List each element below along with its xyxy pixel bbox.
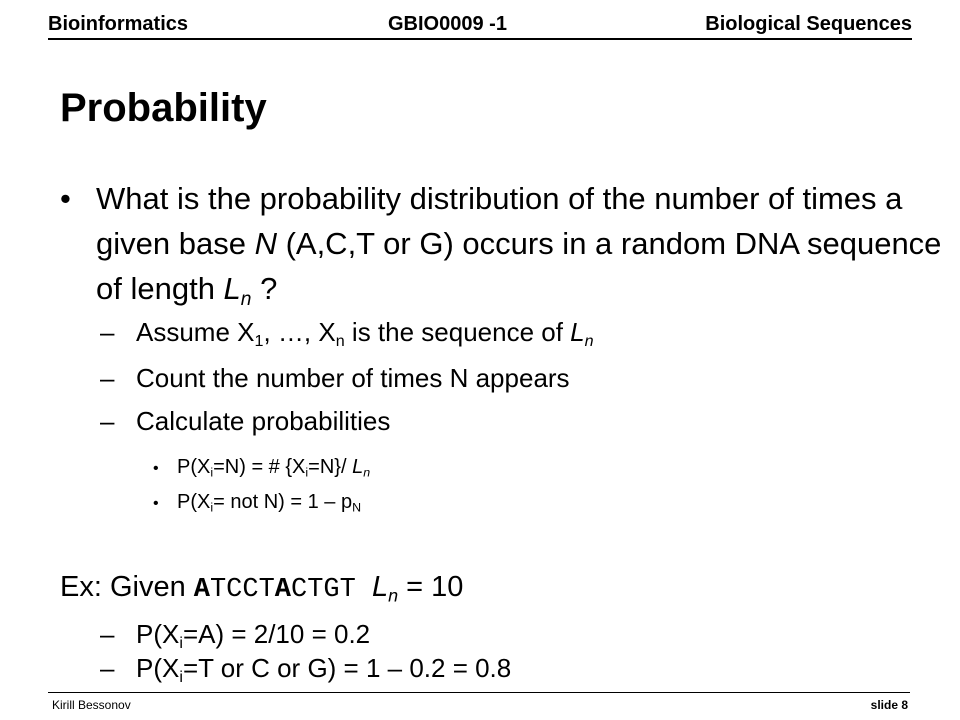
example-item-a: – $P(X_i=A) = 2/10 = 0.2$ — [100, 616, 370, 652]
footer-author: Kirill Bessonov — [52, 698, 131, 712]
sub-bullet-calculate: – Calculate probabilities — [100, 403, 390, 439]
bullet-dot-icon: • — [153, 460, 159, 477]
dash-icon: – — [100, 406, 115, 436]
dash-icon: – — [100, 619, 115, 649]
header-code: GBIO0009 -1 — [388, 13, 507, 35]
footer-slide-number: slide 8 — [870, 698, 908, 712]
header-course: Bioinformatics — [48, 13, 189, 35]
dash-icon: – — [100, 363, 115, 393]
header-topic: Biological Sequences — [705, 13, 912, 35]
bullet-dot-icon: • — [60, 181, 71, 216]
slide-title: Probability — [60, 86, 267, 130]
footer-divider — [48, 692, 910, 693]
dash-icon: – — [100, 653, 115, 683]
formula-p-n: • $P(X_i=N)$ = # $\{X_i=N\}/$ $L_n$ — [153, 453, 370, 483]
sub-bullet-count: – Count the number of times N appears — [100, 360, 570, 396]
main-bullet — [60, 176, 950, 311]
main-bullet-text: What is the probability distribution of the number of times a given base N (A,C,T or G) occurs in a random DNA sequence of length $L_n$ ? — [96, 181, 942, 310]
bullet-dot-icon: • — [153, 495, 159, 512]
slide-header — [48, 12, 912, 40]
dash-icon: – — [100, 317, 115, 347]
example-line: Ex: Given ATCCTACTGT $L_n = 10$ — [60, 571, 464, 606]
formula-p-not-n: • $P(X_i=$ not $N) = 1 - p_N$ — [153, 488, 361, 518]
example-sequence: ATCCTACTGT — [193, 575, 356, 605]
example-item-tcg: – $P(X_i=T$ or C or G) = 1 – 0.2 = 0.8 — [100, 650, 511, 686]
sub-bullet-assume: – Assume $X_1$, …, $X_n$ is the sequence of $L_n$ — [100, 314, 594, 350]
